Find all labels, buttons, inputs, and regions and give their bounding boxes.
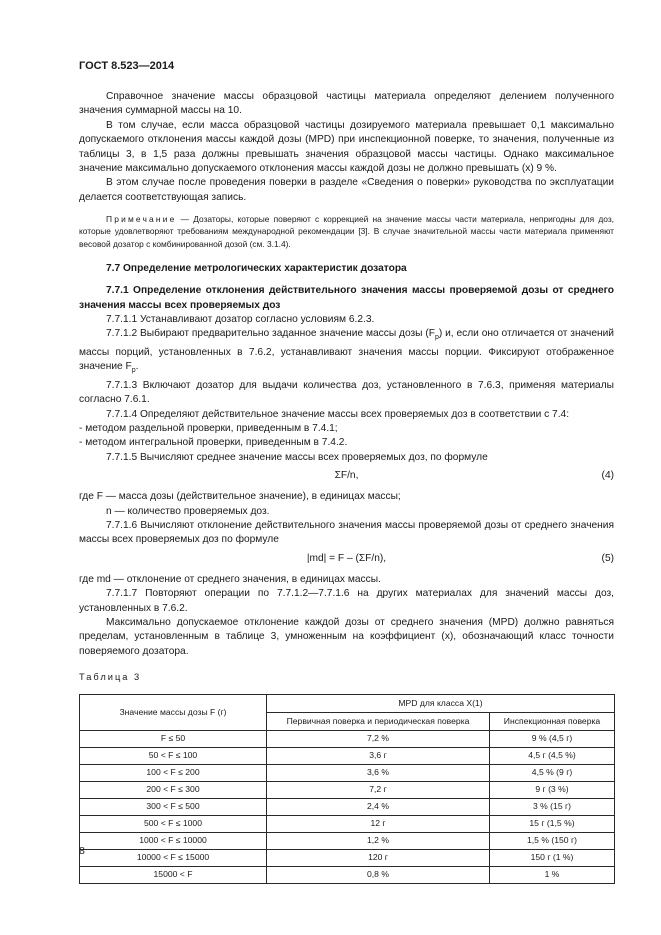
where-line: где md — отклонение от среднего значения, в единицах массы. (79, 573, 381, 585)
table-cell: 500 < F ≤ 1000 (80, 815, 267, 832)
table-cell: 10000 < F ≤ 15000 (80, 849, 267, 866)
table-cell: F ≤ 50 (80, 730, 267, 747)
table-cell: 3,6 % (267, 764, 490, 781)
clause-text: . (135, 361, 139, 373)
subsection-heading: 7.7.1 Определение отклонения действительного значения массы проверяемой дозы от среднего значения массы всех проверяемых доз (79, 285, 614, 311)
formula-expression: |md| = F – (ΣF/n), (306, 552, 387, 564)
clause-7714: 7.7.1.4 Определяют действительное значение массы всех проверяемых доз в соответствии с 7.4: (106, 408, 570, 420)
subscript: p (434, 334, 439, 342)
table-row (80, 815, 615, 832)
table-cell: 3 % (15 г) (490, 798, 615, 815)
clause-7717: 7.7.1.7 Повторяют операции по 7.7.1.2—7.7.1.6 на других материалах для значений массы доз, установленных в 7.6.2. (79, 588, 614, 614)
table-cell: 50 < F ≤ 100 (80, 747, 267, 764)
table-cell: 9 г (3 %) (490, 781, 615, 798)
table-cell: 1,5 % (150 г) (490, 832, 615, 849)
table-cell: 1000 < F ≤ 10000 (80, 832, 267, 849)
paragraph: В этом случае после проведения поверки в разделе «Сведения о поверки» руководства по эксплуатации делается соответствующая запись. (79, 177, 614, 203)
table-cell: 300 < F ≤ 500 (80, 798, 267, 815)
table-cell: 12 г (267, 815, 490, 832)
document-body (79, 90, 614, 884)
list-item: - методом интегральной проверки, приведенным в 7.4.2. (79, 437, 348, 449)
table-header-mass: Значение массы дозы F (г) (80, 694, 267, 730)
formula-expression: ΣF/n, (334, 470, 359, 482)
table-row (80, 866, 615, 883)
mpd-table (79, 694, 615, 884)
table-cell: 15000 < F (80, 866, 267, 883)
clause-7713: 7.7.1.3 Включают дозатор для выдачи количества доз, установленного в 7.6.3, применяя материалы согласно 7.6.1. (79, 379, 614, 406)
table-caption: Таблица 3 (79, 672, 142, 683)
formula-number: (5) (601, 552, 614, 564)
clause-text: ) и, если оно отличается от значений массы порций, установленных в 7.6.2, устанавливают значения массы порции. Фиксируют отображенное значение F (79, 328, 615, 373)
table-cell: 1,2 % (267, 832, 490, 849)
table-cell: 1 % (490, 866, 615, 883)
clause-text: 7.7.1.2 Выбирают предварительно заданное значение массы дозы (F (106, 328, 435, 340)
table-cell: 4,5 г (4,5 %) (490, 747, 615, 764)
where-line: n — количество проверяемых доз. (106, 505, 270, 517)
where-line: где F — масса дозы (действительное значение), в единицах массы; (79, 491, 401, 503)
list-item: - методом раздельной проверки, приведенным в 7.4.1; (79, 422, 338, 434)
clause-7711: 7.7.1.1 Устанавливают дозатор согласно условиям 6.2.3. (106, 314, 375, 326)
table-cell: 150 г (1 %) (490, 849, 615, 866)
formula-4 (79, 469, 614, 484)
table-row (80, 849, 615, 866)
table-cell: 4,5 % (9 г) (490, 764, 615, 781)
table-cell: 7,2 г (267, 781, 490, 798)
table-row (80, 832, 615, 849)
note-label: Примечание (106, 214, 177, 225)
table-header-primary: Первичная поверка и периодическая поверка (267, 712, 490, 730)
clause-7716: 7.7.1.6 Вычисляют отклонение действительного значения массы проверяемой дозы от среднего значения массы всех проверяемых доз по формуле (79, 520, 614, 546)
table-row (80, 781, 615, 798)
table-cell: 0,8 % (267, 866, 490, 883)
document-header: ГОСТ 8.523—2014 (79, 60, 175, 72)
table-header-group: MPD для класса X(1) (267, 694, 615, 712)
table-cell: 15 г (1,5 %) (490, 815, 615, 832)
note-text: — Дозаторы, которые поверяют с коррекцией на значение массы части материала, непригодны для доз, которые удовлетворяют требованиям международной рекомендации [3]. В случае значительной массы части материала применяют весовой дозатор с комбинированной дозой (см. 3.1.4). (79, 214, 614, 249)
table-cell: 100 < F ≤ 200 (80, 764, 267, 781)
formula-number: (4) (601, 470, 614, 482)
table-row (80, 764, 615, 781)
table-cell: 9 % (4,5 г) (490, 730, 615, 747)
table-header-inspection: Инспекционная поверка (490, 712, 615, 730)
table-cell: 200 < F ≤ 300 (80, 781, 267, 798)
note (79, 213, 614, 250)
subscript: p (131, 367, 136, 375)
table-row (80, 747, 615, 764)
table-cell: 7,2 % (267, 730, 490, 747)
section-heading: 7.7 Определение метрологических характеристик дозатора (106, 262, 407, 274)
clause-7715: 7.7.1.5 Вычисляют среднее значение массы всех проверяемых доз, по формуле (106, 451, 488, 463)
clause-7712 (79, 327, 614, 378)
table-row (80, 798, 615, 815)
paragraph: В том случае, если масса образцовой частицы дозируемого материала превышает 0,1 максимально допускаемого отклонения массы каждой дозы (MPD) при инспекционной поверке, то значения, полученные из таблицы 3, в 1,5 раза должны превышать значения образцовой массы частицы. Однако максимальное значение максимально допускаемого отклонения массы каждой дозы не должно превышать (x) 9 %. (79, 119, 614, 175)
table-row (80, 730, 615, 747)
table-cell: 3,6 г (267, 747, 490, 764)
paragraph: Максимально допускаемое отклонение каждой дозы от среднего значения (MPD) должно равняться пределам, установленным в таблице 3, умноженным на коэффициент (x), обозначающий класс точности поверяемого дозатора. (79, 617, 614, 657)
paragraph: Справочное значение массы образцовой частицы материала определяют делением полученного значения суммарной массы на 10. (79, 91, 614, 117)
table-cell: 120 г (267, 849, 490, 866)
formula-5 (79, 552, 614, 567)
table-cell: 2,4 % (267, 798, 490, 815)
page-number: 8 (79, 845, 85, 857)
